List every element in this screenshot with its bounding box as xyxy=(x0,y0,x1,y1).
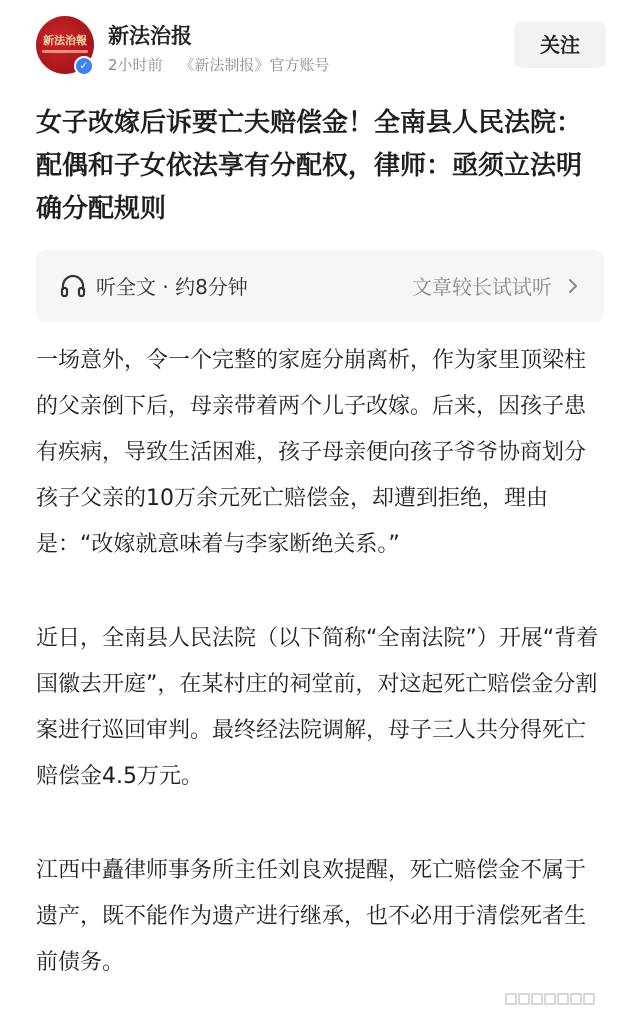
scroll-indicator xyxy=(505,991,601,1007)
article-headline: 女子改嫁后诉要亡夫赔偿金！全南县人民法院：配偶和子女依法享有分配权，律师：亟须立法明确分配规则 xyxy=(36,108,583,224)
newspaper-logo: 新法治報 xyxy=(43,34,87,47)
account-name[interactable]: 新法治报 xyxy=(108,24,192,48)
listen-hint: 文章较长试试听 xyxy=(412,275,552,299)
listen-full-article-bar[interactable] xyxy=(36,250,604,322)
headphone-icon xyxy=(60,274,86,298)
verified-badge-icon: ✓ xyxy=(74,56,94,76)
logo-subtitle-bar xyxy=(42,50,88,53)
article-paragraph: 一场意外，令一个完整的家庭分崩离析，作为家里顶梁柱的父亲倒下后，母亲带着两个儿子改嫁。后来，因孩子患有疾病，导致生活困难，孩子母亲便向孩子爷爷协商划分孩子父亲的10万余元死亡赔偿金，却遭到拒绝，理由是：“改嫁就意味着与李家断绝关系。” xyxy=(36,348,587,557)
listen-label: 听全文 · 约8分钟 xyxy=(96,275,248,299)
article-paragraph: 近日，全南县人民法院（以下简称“全南法院”）开展“背着国徽去开庭”，在某村庄的祠堂前，对这起死亡赔偿金分割案进行巡回审判。最终经法院调解，母子三人共分得死亡赔偿金4.5万元。 xyxy=(36,626,599,789)
post-time: 2小时前 xyxy=(108,56,163,74)
account-source: 《新法制报》官方账号 xyxy=(179,56,330,74)
post-meta xyxy=(108,54,329,75)
article-paragraph: 江西中矗律师事务所主任刘良欢提醒，死亡赔偿金不属于遗产，既不能作为遗产进行继承，也不必用于清偿死者生前债务。 xyxy=(36,858,587,975)
article-header xyxy=(36,16,606,78)
chevron-right-icon xyxy=(568,278,578,294)
follow-button[interactable]: 关注 xyxy=(514,22,606,68)
